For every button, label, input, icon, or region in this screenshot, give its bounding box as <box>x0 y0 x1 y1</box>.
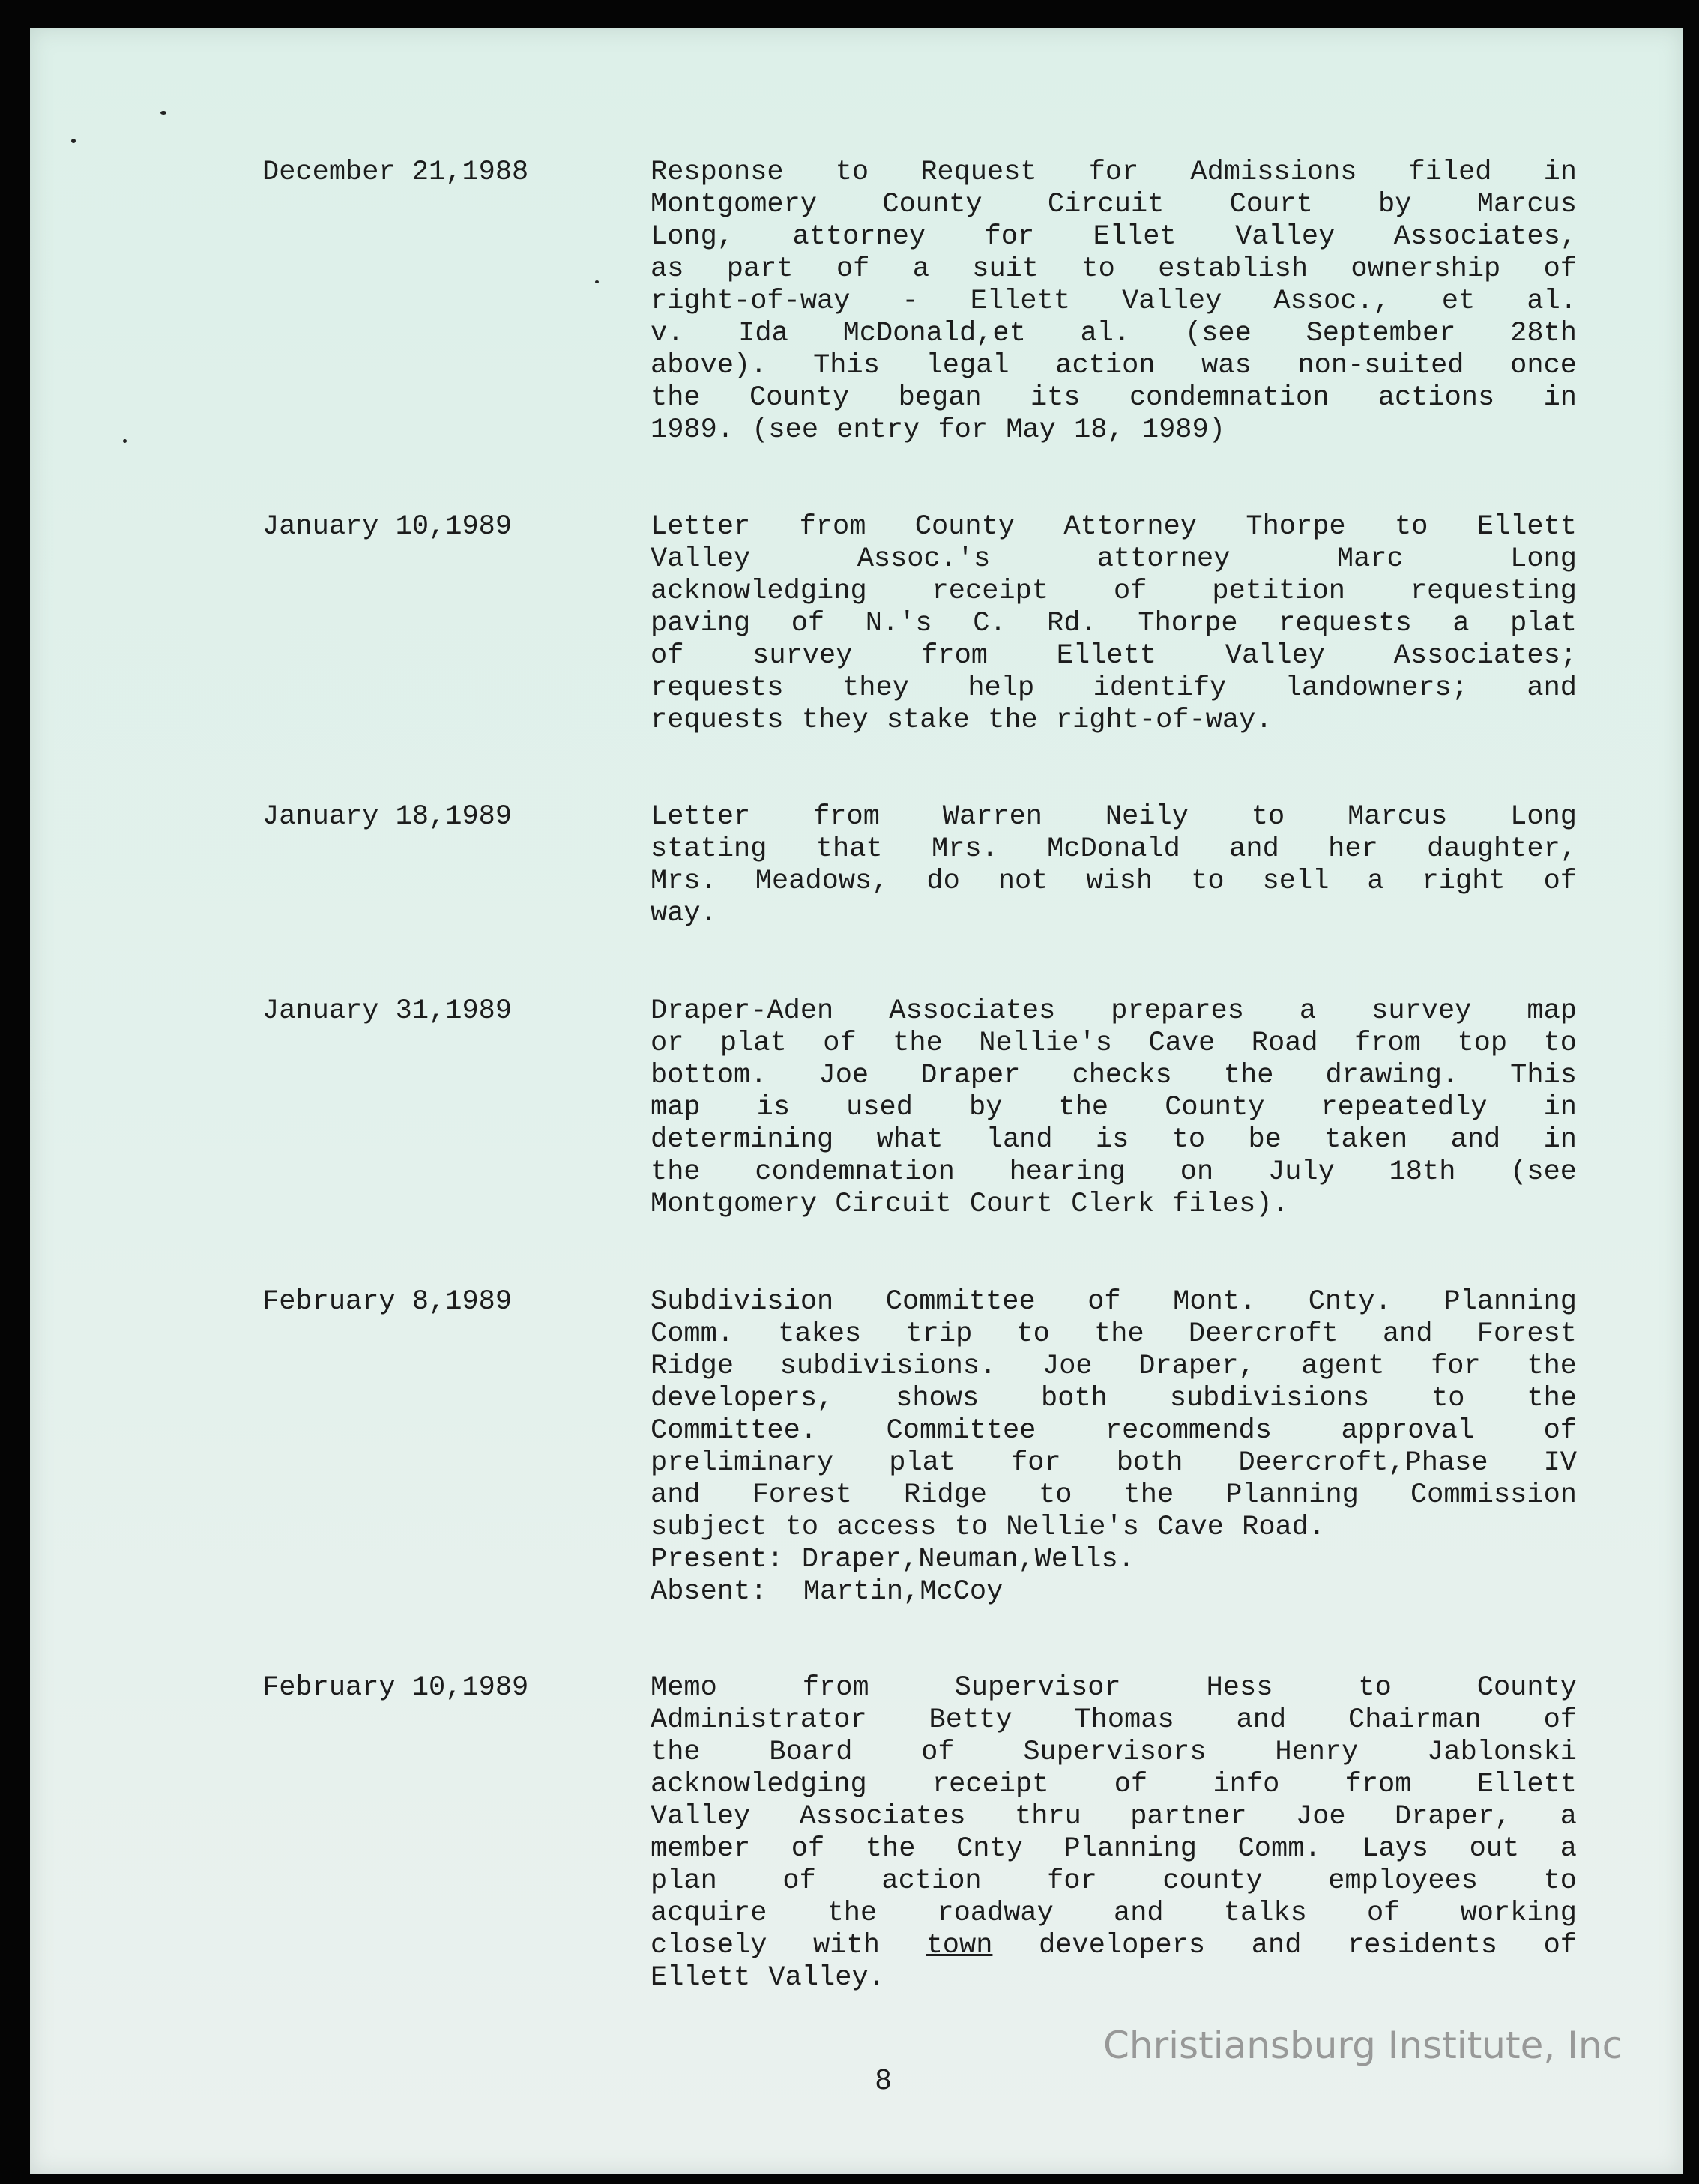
entry-date: January 10,1989 <box>262 511 513 543</box>
entry-description <box>651 1286 1577 1608</box>
text-line: plan of action for county employees to <box>651 1865 1577 1897</box>
text-line: Comm. takes trip to the Deercroft and Forest <box>651 1318 1577 1350</box>
text-line: Montgomery Circuit Court Clerk files). <box>651 1189 1289 1220</box>
entry-description <box>651 801 1577 930</box>
text-line: Present: Draper,Neuman,Wells. <box>651 1544 1135 1575</box>
entry-date: February 8,1989 <box>262 1286 513 1318</box>
text-line: preliminary plat for both Deercroft,Phase IV <box>651 1447 1577 1479</box>
text-line: Draper-Aden Associates prepares a survey map <box>651 995 1577 1027</box>
text-line: above). This legal action was non-suited once <box>651 350 1577 381</box>
text-line: requests they stake the right-of-way. <box>651 705 1273 736</box>
entry-description <box>651 511 1577 737</box>
entry-description <box>651 157 1577 447</box>
page-number: 8 <box>875 2064 892 2096</box>
text-line: member of the Cnty Planning Comm. Lays out a <box>651 1833 1577 1865</box>
text-line: or plat of the Nellie's Cave Road from top to <box>651 1028 1577 1059</box>
document-page <box>30 28 1683 2174</box>
text-line: v. Ida McDonald,et al. (see September 28th <box>651 318 1577 349</box>
text-line: acknowledging receipt of petition requesting <box>651 576 1577 607</box>
text-line: bottom. Joe Draper checks the drawing. This <box>651 1060 1577 1091</box>
underlined-word: town <box>926 1930 993 1961</box>
text-line: paving of N.'s C. Rd. Thorpe requests a plat <box>651 608 1577 639</box>
entry-description <box>651 995 1577 1221</box>
text-line: and Forest Ridge to the Planning Commission <box>651 1479 1577 1511</box>
text-line: Long, attorney for Ellet Valley Associates, <box>651 221 1577 253</box>
text-line: Ellett Valley. <box>651 1962 885 1994</box>
text-line: Letter from Warren Neily to Marcus Long <box>651 801 1577 833</box>
text-line: Administrator Betty Thomas and Chairman of <box>651 1704 1577 1736</box>
text-line: developers, shows both subdivisions to the <box>651 1383 1577 1414</box>
text-line: way. <box>651 898 717 929</box>
text-line: 1989. (see entry for May 18, 1989) <box>651 414 1225 446</box>
text-line: Ridge subdivisions. Joe Draper, agent for the <box>651 1351 1577 1382</box>
text-line: requests they help identify landowners; and <box>651 672 1577 704</box>
entry-date: February 10,1989 <box>262 1672 529 1704</box>
text-line: Valley Assoc.'s attorney Marc Long <box>651 543 1577 575</box>
text-line: stating that Mrs. McDonald and her daughter, <box>651 833 1577 865</box>
text-line: Valley Associates thru partner Joe Draper, a <box>651 1801 1577 1832</box>
text-line: acknowledging receipt of info from Ellett <box>651 1769 1577 1800</box>
text-line: map is used by the County repeatedly in <box>651 1092 1577 1123</box>
dust-speck <box>160 111 166 115</box>
dust-speck <box>71 139 76 143</box>
text-line: Montgomery County Circuit Court by Marcus <box>651 189 1577 220</box>
entry-description <box>651 1672 1577 1994</box>
text-line: subject to access to Nellie's Cave Road. <box>651 1512 1326 1543</box>
text-line: Letter from County Attorney Thorpe to Ellett <box>651 511 1577 543</box>
dust-speck <box>595 280 599 283</box>
text-line: Response to Request for Admissions filed in <box>651 157 1577 188</box>
dust-speck <box>123 439 127 443</box>
text-line: the Board of Supervisors Henry Jablonski <box>651 1737 1577 1768</box>
watermark: Christiansburg Institute, Inc <box>1103 2024 1623 2067</box>
entry-date: December 21,1988 <box>262 157 529 188</box>
text-line: closely with town developers and residents of <box>651 1930 1577 1961</box>
text-line: Committee. Committee recommends approval of <box>651 1415 1577 1447</box>
text-line: as part of a suit to establish ownership of <box>651 253 1577 285</box>
text-line: the condemnation hearing on July 18th (see <box>651 1156 1577 1188</box>
text-line: determining what land is to be taken and in <box>651 1124 1577 1156</box>
entry-date: January 31,1989 <box>262 995 513 1027</box>
text-line: the County began its condemnation actions in <box>651 382 1577 414</box>
text-line: Absent: Martin,McCoy <box>651 1576 1004 1608</box>
text-line: right-of-way - Ellett Valley Assoc., et al. <box>651 286 1577 317</box>
text-line: of survey from Ellett Valley Associates; <box>651 640 1577 672</box>
text-line: Memo from Supervisor Hess to County <box>651 1672 1577 1704</box>
text-line: acquire the roadway and talks of working <box>651 1898 1577 1929</box>
text-line: Subdivision Committee of Mont. Cnty. Planning <box>651 1286 1577 1318</box>
text-line: Mrs. Meadows, do not wish to sell a right of <box>651 866 1577 897</box>
entry-date: January 18,1989 <box>262 801 513 833</box>
